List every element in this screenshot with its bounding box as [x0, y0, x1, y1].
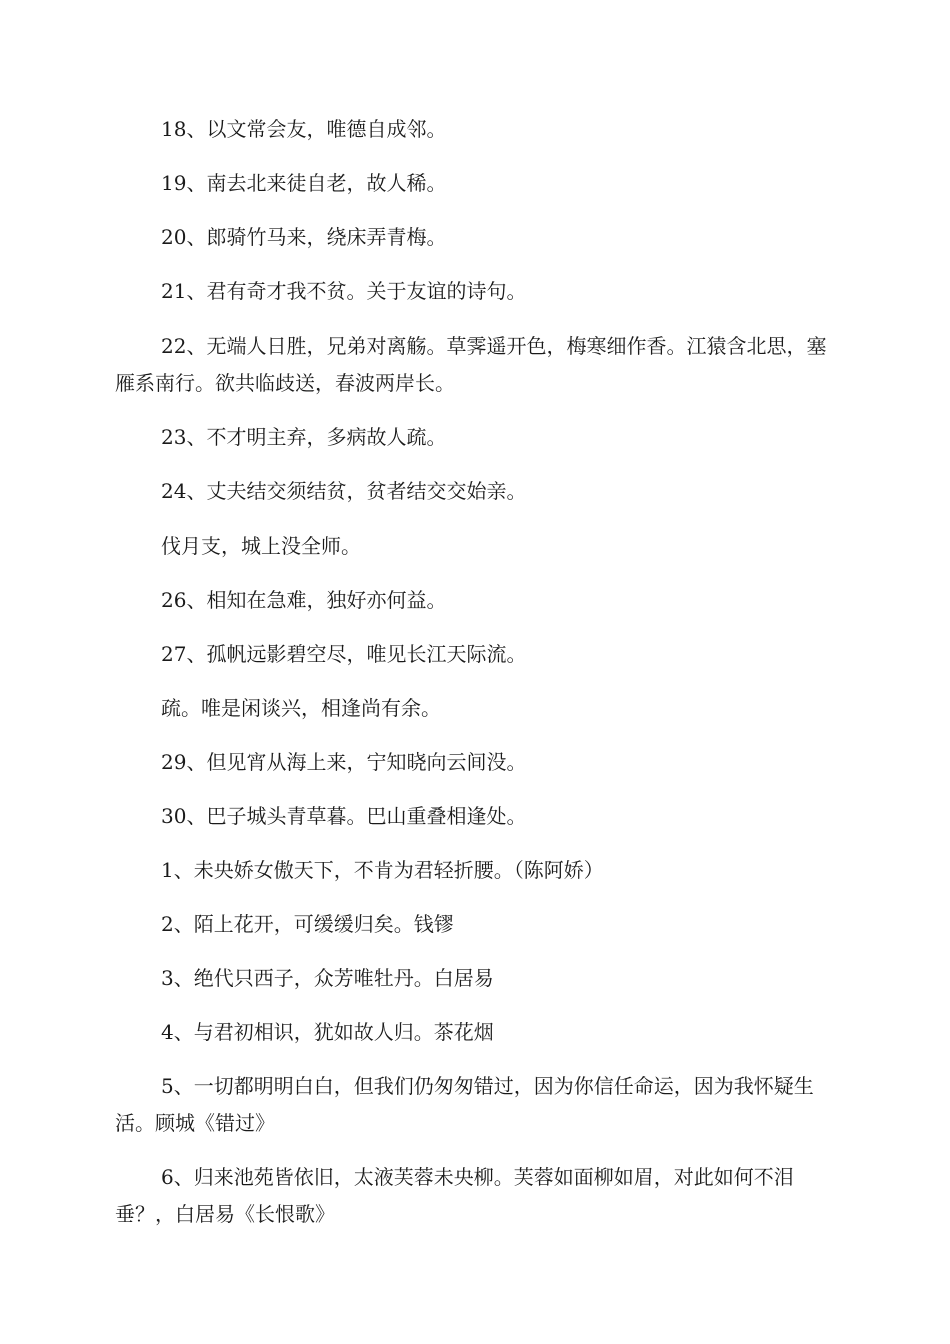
paragraph-26: 26、相知在急难，独好亦何益。 [161, 588, 447, 612]
paragraph-20: 20、郎骑竹马来，绕床弄青梅。 [161, 225, 447, 249]
paragraph-23: 23、不才明主弃，多病故人疏。 [161, 425, 447, 449]
paragraph-fragment-1: 伐月支，城上没全师。 [161, 534, 361, 558]
paragraph-22: 22、无端人日胜，兄弟对离觞。草霁遥开色，梅寒细作香。江猿含北思，塞雁系南行。欲共临歧送，春波两岸长。 [115, 334, 827, 395]
paragraph-21: 21、君有奇才我不贫。关于友谊的诗句。 [161, 279, 527, 303]
paragraph-3: 3、绝代只西子，众芳唯牡丹。白居易 [161, 966, 494, 990]
paragraph-24: 24、丈夫结交须结贫，贫者结交交始亲。 [161, 479, 527, 503]
paragraph-6: 6、归来池苑皆依旧，太液芙蓉未央柳。芙蓉如面柳如眉，对此如何不泪垂？，白居易《长恨歌》 [115, 1165, 794, 1226]
paragraph-19: 19、南去北来徒自老，故人稀。 [161, 171, 447, 195]
paragraph-4: 4、与君初相识，犹如故人归。茶花烟 [161, 1020, 494, 1044]
paragraph-18: 18、以文常会友，唯德自成邻。 [161, 117, 447, 141]
paragraph-5: 5、一切都明明白白，但我们仍匆匆错过，因为你信任命运，因为我怀疑生活。顾城《错过》 [115, 1074, 814, 1135]
paragraph-29: 29、但见宵从海上来，宁知晓向云间没。 [161, 750, 527, 774]
paragraph-fragment-2: 疏。唯是闲谈兴，相逢尚有余。 [161, 696, 441, 720]
paragraph-2: 2、陌上花开，可缓缓归矣。钱镠 [161, 912, 454, 936]
paragraph-30: 30、巴子城头青草暮。巴山重叠相逢处。 [161, 804, 527, 828]
paragraph-1: 1、未央娇女傲天下，不肯为君轻折腰。（陈阿娇） [161, 858, 604, 882]
paragraph-27: 27、孤帆远影碧空尽，唯见长江天际流。 [161, 642, 527, 666]
